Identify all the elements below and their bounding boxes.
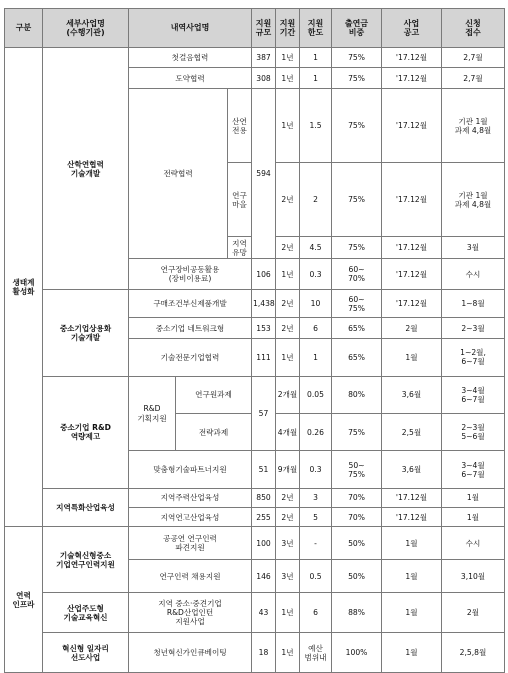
cell-hando: 1.5 [300, 89, 332, 163]
cell-gyumo: 106 [252, 259, 276, 290]
cell-gonggo: 2월 [382, 318, 442, 339]
cell-gigan: 1년 [276, 633, 300, 673]
cell-hando: 0.26 [300, 414, 332, 451]
cell-chulyeon: 50~ 75% [332, 451, 382, 488]
cell-hando: 0.05 [300, 376, 332, 413]
cell-hando: 1 [300, 339, 332, 376]
cell-gigan: 1년 [276, 339, 300, 376]
cell-chulyeon: 75% [332, 89, 382, 163]
group-sme-rd: 중소기업 R&D 역량제고 [43, 376, 129, 488]
cell-jeopsu: 2,7월 [442, 48, 505, 68]
cell-gigan: 3년 [276, 527, 300, 560]
cell-jeopsu: 기관 1월 과제 4,8월 [442, 163, 505, 237]
cell-jeopsu: 1~8월 [442, 290, 505, 318]
program-name: 지역주력산업육성 [129, 488, 252, 507]
program-subname: 전략과제 [176, 414, 252, 451]
cell-hando: 예산 범위내 [300, 633, 332, 673]
group-sme-commercial: 중소기업상용화 기술개발 [43, 290, 129, 376]
header-sebu: 세부사업명 (수행기관) [43, 9, 129, 48]
cell-gyumo: 308 [252, 68, 276, 89]
cell-gyumo: 387 [252, 48, 276, 68]
cell-jeopsu: 수시 [442, 527, 505, 560]
cell-chulyeon: 75% [332, 48, 382, 68]
cell-gyumo: 18 [252, 633, 276, 673]
header-gigan: 지원 기간 [276, 9, 300, 48]
program-name: 맞춤형기술파트너지원 [129, 451, 252, 488]
cell-jeopsu: 3~4월 6~7월 [442, 451, 505, 488]
cell-hando: 10 [300, 290, 332, 318]
cell-hando: 0.5 [300, 560, 332, 593]
cell-hando: 6 [300, 593, 332, 633]
program-subname: 연구마을 [228, 163, 252, 237]
program-name: 기술전문기업협력 [129, 339, 252, 376]
category-ecosystem: 생태계 활성화 [5, 48, 43, 527]
program-name: 지역 중소·중견기업 R&D산업인턴 지원사업 [129, 593, 252, 633]
cell-gonggo: '17.12월 [382, 68, 442, 89]
program-name: 공공연 연구인력 파견지원 [129, 527, 252, 560]
cell-jeopsu: 1월 [442, 508, 505, 527]
group-tech-education: 산업주도형 기술교육혁신 [43, 593, 129, 633]
cell-jeopsu: 2월 [442, 593, 505, 633]
cell-gonggo: '17.12월 [382, 89, 442, 163]
program-subname: 지역유망 [228, 237, 252, 259]
header-gubun: 구분 [5, 9, 43, 48]
cell-gonggo: 3,6월 [382, 376, 442, 413]
cell-gyumo: 100 [252, 527, 276, 560]
cell-gyumo: 594 [252, 89, 276, 259]
cell-gigan: 2년 [276, 488, 300, 507]
table-row [5, 290, 505, 318]
cell-hando: 5 [300, 508, 332, 527]
cell-gigan: 2년 [276, 290, 300, 318]
program-strategic: 전략협력 [129, 89, 228, 259]
program-name: 연구인력 채용지원 [129, 560, 252, 593]
program-subname: 연구원과제 [176, 376, 252, 413]
cell-chulyeon: 80% [332, 376, 382, 413]
cell-jeopsu: 1~2월, 6~7월 [442, 339, 505, 376]
cell-jeopsu: 수시 [442, 259, 505, 290]
cell-jeopsu: 3월 [442, 237, 505, 259]
program-name: 연구장비공동활용 (장비이용료) [129, 259, 252, 290]
cell-gonggo: 1월 [382, 593, 442, 633]
header-gyumo: 지원 규모 [252, 9, 276, 48]
cell-jeopsu: 기관 1월 과제 4,8월 [442, 89, 505, 163]
cell-gigan: 2년 [276, 163, 300, 237]
cell-chulyeon: 75% [332, 414, 382, 451]
support-program-table [4, 8, 505, 673]
program-name: 지역연고산업육성 [129, 508, 252, 527]
cell-chulyeon: 50% [332, 560, 382, 593]
cell-gigan: 4개월 [276, 414, 300, 451]
header-chulyeon: 출연금 비중 [332, 9, 382, 48]
cell-gyumo: 43 [252, 593, 276, 633]
cell-chulyeon: 75% [332, 237, 382, 259]
cell-gigan: 3년 [276, 560, 300, 593]
program-name: 청년혁신가인큐베이팅 [129, 633, 252, 673]
program-subname: 산연전용 [228, 89, 252, 163]
cell-gyumo: 57 [252, 376, 276, 451]
cell-gonggo: '17.12월 [382, 488, 442, 507]
group-research-personnel: 기술혁신형중소 기업연구인력지원 [43, 527, 129, 593]
cell-hando: 1 [300, 48, 332, 68]
program-name: 첫걸음협력 [129, 48, 252, 68]
header-naeyeok: 내역사업명 [129, 9, 252, 48]
cell-gonggo: '17.12월 [382, 290, 442, 318]
cell-jeopsu: 3,10월 [442, 560, 505, 593]
program-name: 구매조건부신제품개발 [129, 290, 252, 318]
cell-chulyeon: 65% [332, 318, 382, 339]
cell-hando: 4.5 [300, 237, 332, 259]
cell-gyumo: 255 [252, 508, 276, 527]
cell-gonggo: 3,6월 [382, 451, 442, 488]
header-jeopsu: 신청 접수 [442, 9, 505, 48]
cell-jeopsu: 2~3월 [442, 318, 505, 339]
header-row [5, 9, 505, 48]
cell-chulyeon: 70% [332, 508, 382, 527]
cell-jeopsu: 2,5,8월 [442, 633, 505, 673]
cell-hando: - [300, 527, 332, 560]
program-rd-planning: R&D 기획지원 [129, 376, 176, 451]
cell-gigan: 1년 [276, 89, 300, 163]
cell-chulyeon: 70% [332, 488, 382, 507]
cell-gonggo: '17.12월 [382, 237, 442, 259]
cell-gyumo: 153 [252, 318, 276, 339]
program-name: 중소기업 네트워크형 [129, 318, 252, 339]
cell-gonggo: 2,5월 [382, 414, 442, 451]
cell-jeopsu: 2~3월 5~6월 [442, 414, 505, 451]
cell-gonggo: '17.12월 [382, 259, 442, 290]
program-name: 도약협력 [129, 68, 252, 89]
cell-gyumo: 111 [252, 339, 276, 376]
cell-gonggo: '17.12월 [382, 48, 442, 68]
cell-gyumo: 146 [252, 560, 276, 593]
cell-chulyeon: 88% [332, 593, 382, 633]
table-row [5, 488, 505, 507]
cell-gigan: 9개월 [276, 451, 300, 488]
table-row [5, 48, 505, 68]
table-row [5, 527, 505, 560]
cell-hando: 6 [300, 318, 332, 339]
cell-chulyeon: 100% [332, 633, 382, 673]
cell-chulyeon: 75% [332, 163, 382, 237]
cell-gigan: 1년 [276, 259, 300, 290]
cell-gyumo: 850 [252, 488, 276, 507]
cell-gigan: 1년 [276, 593, 300, 633]
cell-gyumo: 51 [252, 451, 276, 488]
cell-gigan: 1년 [276, 68, 300, 89]
table-row [5, 633, 505, 673]
table-row [5, 593, 505, 633]
cell-hando: 2 [300, 163, 332, 237]
cell-gonggo: '17.12월 [382, 508, 442, 527]
cell-gonggo: 1월 [382, 633, 442, 673]
cell-gonggo: 1월 [382, 527, 442, 560]
cell-hando: 1 [300, 68, 332, 89]
cell-jeopsu: 3~4월 6~7월 [442, 376, 505, 413]
cell-gigan: 2년 [276, 237, 300, 259]
cell-chulyeon: 75% [332, 68, 382, 89]
cell-chulyeon: 60~ 75% [332, 290, 382, 318]
cell-hando: 0.3 [300, 451, 332, 488]
cell-hando: 0.3 [300, 259, 332, 290]
table-row [5, 376, 505, 413]
cell-gonggo: 1월 [382, 560, 442, 593]
cell-jeopsu: 2,7월 [442, 68, 505, 89]
category-workforce: 연력 인프라 [5, 527, 43, 673]
group-industry-academia: 산학연협력 기술개발 [43, 48, 129, 290]
cell-hando: 3 [300, 488, 332, 507]
cell-gonggo: '17.12월 [382, 163, 442, 237]
group-regional: 지역특화산업육성 [43, 488, 129, 526]
cell-gonggo: 1월 [382, 339, 442, 376]
header-gonggo: 사업 공고 [382, 9, 442, 48]
cell-chulyeon: 65% [332, 339, 382, 376]
cell-gigan: 2년 [276, 318, 300, 339]
group-innovative-jobs: 혁신형 일자리 선도사업 [43, 633, 129, 673]
cell-gyumo: 1,438 [252, 290, 276, 318]
cell-jeopsu: 1월 [442, 488, 505, 507]
cell-chulyeon: 60~ 70% [332, 259, 382, 290]
cell-gigan: 2년 [276, 508, 300, 527]
cell-gigan: 2개월 [276, 376, 300, 413]
cell-gigan: 1년 [276, 48, 300, 68]
cell-chulyeon: 50% [332, 527, 382, 560]
header-hando: 지원 한도 [300, 9, 332, 48]
